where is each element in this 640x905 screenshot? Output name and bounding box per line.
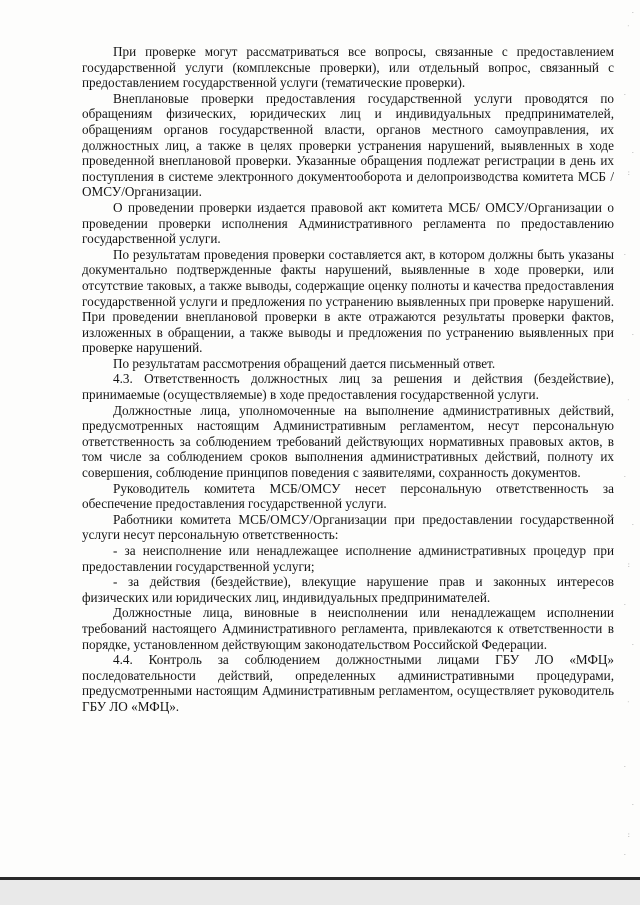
scan-artifacts — [612, 0, 634, 870]
scan-speck: : — [627, 561, 630, 569]
paragraph: По результатам рассмотрения обращений дается письменный ответ. — [113, 355, 496, 371]
paragraph: Руководитель комитета МСБ/ОМСУ несет персональную ответственность за обеспечение предоставления государственной услуги. — [82, 480, 614, 512]
scan-speck: · — [631, 641, 634, 649]
scan-speck: . — [623, 89, 626, 97]
document-body — [82, 44, 614, 715]
paragraph: Должностные лица, уполномоченные на выполнение административных действий, предусмотренных настоящим Административным регламентом, несут персональную ответственность за соблюдением требований действующих нормативных правовых актов, в том числе за соблюдением сроков выполнения административных действий, полноту их совершения, соблюдение принципов поведения с заявителями, сохранность документов. — [82, 402, 614, 481]
scan-speck: . — [623, 761, 626, 769]
paragraph: Внеплановые проверки предоставления государственной услуги проводятся по обращениям физических, юридических лиц и индивидуальных предпринимателей, обращениям органов государственной власти, органов местного самоуправления, их должностных лиц, а также в целях проверки устранения нарушений, выявленных в ходе проведенной внеплановой проверки. Указанные обращения подлежат регистрации в день их поступления в системе электронного документооборота и делопроизводства комитета МСБ /ОМСУ/Организации. — [82, 90, 614, 200]
scan-speck: · — [631, 801, 634, 809]
paragraph: 4.4. Контроль за соблюдением должностными лицами ГБУ ЛО «МФЦ» последовательности действий, определенных административными процедурами, предусмотренными настоящим Административным регламентом, осуществляет руководитель ГБУ ЛО «МФЦ». — [82, 652, 614, 714]
scan-speck: · — [623, 251, 626, 259]
scan-speck: · — [623, 601, 626, 609]
scan-speck: · — [631, 9, 634, 17]
paragraph: О проведении проверки издается правовой акт комитета МСБ/ ОМСУ/Организации о проведении проверки исполнения Административного регламента по предоставлению государственной услуги. — [82, 199, 614, 247]
paragraph: При проверке могут рассматриваться все вопросы, связанные с предоставлением государственной услуги (комплексные проверки), или отдельный вопрос, связанный с предоставлением государственной услуги (тематические проверки). — [82, 44, 614, 91]
scan-speck: · — [631, 149, 634, 157]
paragraph: Работники комитета МСБ/ОМСУ/Организации при предоставлении государственной услуги несут персональную ответственность: — [82, 511, 614, 543]
scan-bottom-edge — [0, 877, 640, 905]
scan-speck: . — [623, 471, 626, 479]
scan-speck: ˙ — [626, 399, 630, 407]
scan-speck: ˙ — [626, 701, 630, 709]
scan-speck: · — [623, 851, 626, 859]
scan-speck: ˙ — [626, 25, 630, 33]
paragraph: По результатам проведения проверки составляется акт, в котором должны быть указаны документально подтвержденные факты нарушений, выявленные в ходе проверки, или отсутствие таковых, а также выводы, содержащие оценку полноты и качества предоставления государственной услуги и предложения по устранению выявленных при проверке нарушений. При проведении внеплановой проверки в акте отражаются результаты проверки фактов, изложенных в обращении, а также выводы и предложения по устранению выявленных при проверке нарушений. — [82, 246, 614, 356]
scan-speck: : — [627, 831, 630, 839]
scan-speck: : — [627, 169, 630, 177]
paragraph: 4.3. Ответственность должностных лиц за решения и действия (бездействие), принимаемые (осуществляемые) в ходе предоставления государственной услуги. — [82, 371, 614, 403]
paragraph: Должностные лица, виновные в неисполнении или ненадлежащем исполнении требований настоящего Административного регламента, привлекаются к ответственности в порядке, установленном действующим законодательством Российской Федерации. — [82, 605, 614, 652]
scan-speck: · — [631, 521, 634, 529]
paragraph: - за неисполнение или ненадлежащее исполнение административных процедур при предоставлении государственной услуги; — [82, 543, 614, 574]
paragraph: - за действия (бездействие), влекущие нарушение прав и законных интересов физических или юридических лиц, индивидуальных предпринимателей. — [82, 574, 614, 605]
scan-speck: · — [631, 331, 634, 339]
